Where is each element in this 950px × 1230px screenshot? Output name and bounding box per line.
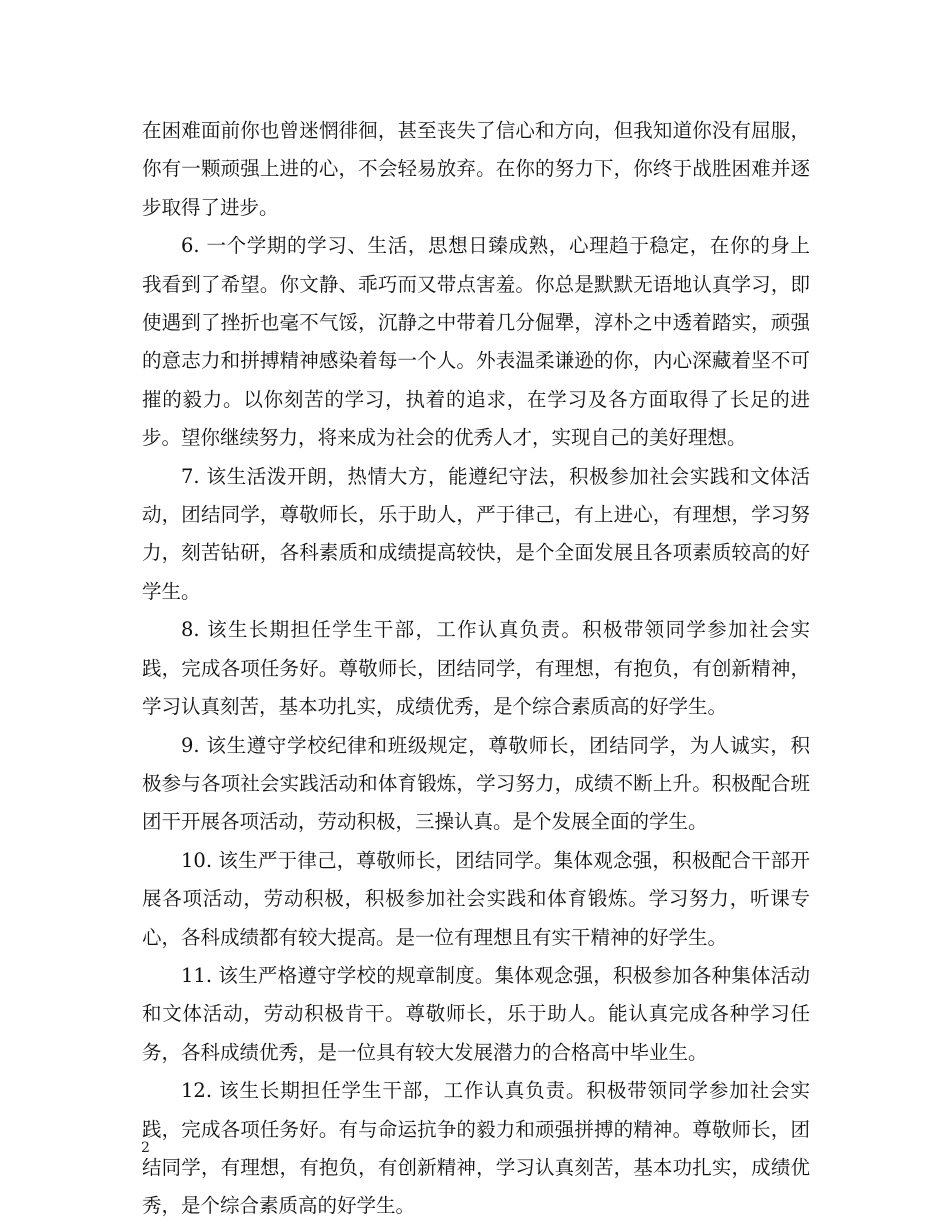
paragraph-continuation: 在困难面前你也曾迷惘徘徊，甚至丧失了信心和方向，但我知道你没有屈服，你有一颗顽强上进的心，不会轻易放弃。在你的努力下，你终于战胜困难并逐步取得了进步。 bbox=[142, 119, 810, 219]
paragraph-item-7: 7. 该生活泼开朗，热情大方，能遵纪守法，积极参加社会实践和文体活动，团结同学，尊敬师长，乐于助人，严于律己，有上进心，有理想，学习努力，刻苦钻研，各科素质和成绩提高较快，是个全面发展且各项素质较高的好学生。 bbox=[142, 464, 810, 603]
paragraph-item-12: 12. 该生长期担任学生干部，工作认真负责。积极带领同学参加社会实践，完成各项任务好。有与命运抗争的毅力和顽强拼搏的精神。尊敬师长，团结同学，有理想，有抱负，有创新精神，学习认真刻苦，基本功扎实，成绩优秀，是个综合素质高的好学生。 bbox=[142, 1079, 810, 1218]
paragraph-item-6: 6. 一个学期的学习、生活，思想日臻成熟，心理趋于稳定，在你的身上我看到了希望。你文静、乖巧而又带点害羞。你总是默默无语地认真学习，即使遇到了挫折也毫不气馁，沉静之中带着几分倔犟，淳朴之中透着踏实，顽强的意志力和拼搏精神感染着每一个人。外表温柔谦逊的你，内心深藏着坚不可摧的毅力。以你刻苦的学习，执着的追求，在学习及各方面取得了长足的进步。望你继续努力，将来成为社会的优秀人才，实现自己的美好理想。 bbox=[142, 234, 810, 450]
paragraph-item-10: 10. 该生严于律己，尊敬师长，团结同学。集体观念强，积极配合干部开展各项活动，劳动积极，积极参加社会实践和体育锻炼。学习努力，听课专心，各科成绩都有较大提高。是一位有理想且有实干精神的好学生。 bbox=[142, 848, 810, 949]
paragraph-item-8: 8. 该生长期担任学生干部，工作认真负责。积极带领同学参加社会实践，完成各项任务好。尊敬师长，团结同学，有理想，有抱负，有创新精神，学习认真刻苦，基本功扎实，成绩优秀，是个综合素质高的好学生。 bbox=[142, 618, 810, 719]
page-number: 2 bbox=[141, 1140, 150, 1156]
paragraph-item-9: 9. 该生遵守学校纪律和班级规定，尊敬师长，团结同学，为人诚实，积极参与各项社会实践活动和体育锻炼，学习努力，成绩不断上升。积极配合班团干开展各项活动，劳动积极，三操认真。是个发展全面的学生。 bbox=[142, 733, 810, 834]
paragraph-item-11: 11. 该生严格遵守学校的规章制度。集体观念强，积极参加各种集体活动和文体活动，劳动积极肯干。尊敬师长，乐于助人。能认真完成各种学习任务，各科成绩优秀，是一位具有较大发展潜力的合格高中毕业生。 bbox=[142, 963, 810, 1064]
document-body bbox=[142, 112, 810, 1226]
